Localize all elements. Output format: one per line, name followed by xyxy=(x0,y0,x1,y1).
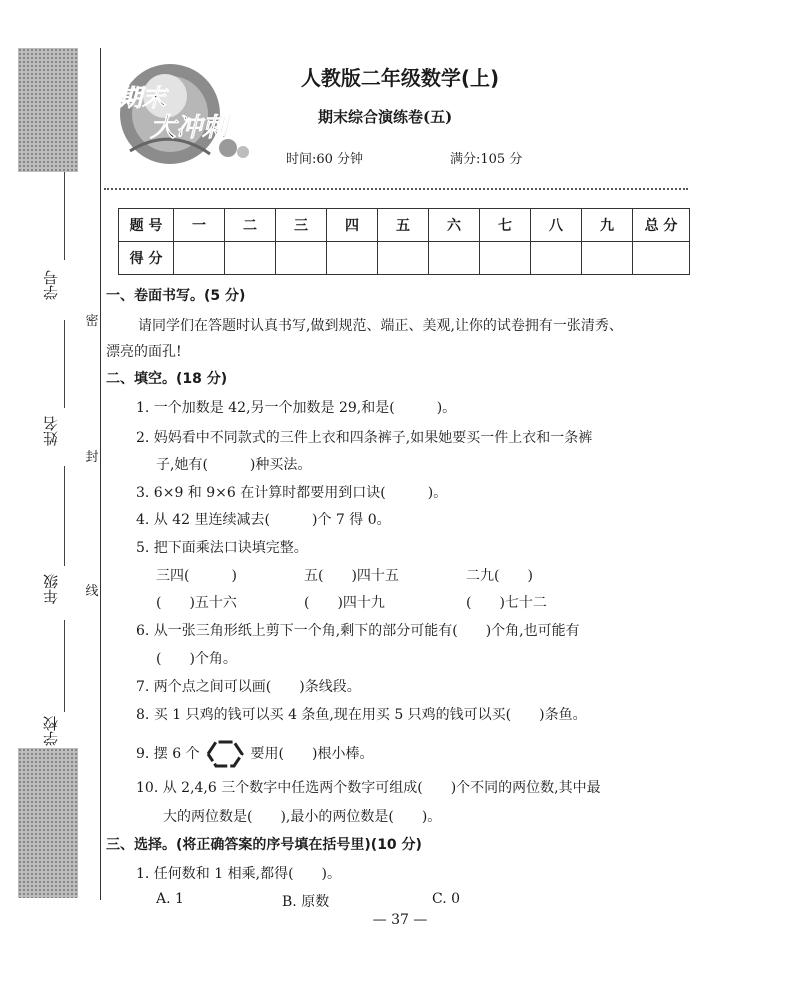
col-4: 四 xyxy=(327,209,378,242)
question-2-2b: 子,她有( )种买法。 xyxy=(156,457,312,473)
col-total: 总 分 xyxy=(633,209,690,242)
q5-item-2: 五( )四十五 xyxy=(304,568,399,584)
option-b: B. 原数 xyxy=(282,894,330,910)
page-title: 人教版二年级数学(上) xyxy=(300,66,500,90)
diamond-sticks-figure xyxy=(204,738,246,770)
question-2-9 xyxy=(136,738,373,770)
option-c: C. 0 xyxy=(432,891,461,907)
score-cell xyxy=(225,242,276,275)
page-number: — 37 — xyxy=(372,912,428,928)
student-id-line xyxy=(64,172,65,260)
school-label: 学校 xyxy=(42,716,60,746)
score-cell xyxy=(633,242,690,275)
row-head-number: 题 号 xyxy=(119,209,174,242)
dotted-divider xyxy=(104,188,688,190)
question-2-10a: 10. 从 2,4,6 三个数字中任选两个数字可组成( )个不同的两位数,其中最 xyxy=(136,780,601,796)
score-cell xyxy=(327,242,378,275)
svg-text:期末: 期末 xyxy=(118,84,166,112)
seal-word-xian: 线 xyxy=(85,584,99,599)
seal-word-mi: 密 xyxy=(85,314,99,329)
seal-word-feng: 封 xyxy=(85,450,99,465)
score-table-header-row xyxy=(119,209,690,242)
score-cell xyxy=(531,242,582,275)
q5-item-4: ( )五十六 xyxy=(156,595,237,611)
col-7: 七 xyxy=(480,209,531,242)
q5-item-6: ( )七十二 xyxy=(466,595,547,611)
score-cell xyxy=(429,242,480,275)
row-head-score: 得 分 xyxy=(119,242,174,275)
col-6: 六 xyxy=(429,209,480,242)
name-label: 姓名 xyxy=(42,416,60,446)
q5-item-1: 三四( ) xyxy=(156,568,237,584)
binding-pattern-bottom xyxy=(18,748,78,898)
col-3: 三 xyxy=(276,209,327,242)
section-one-heading: 一、卷面书写。(5 分) xyxy=(106,288,246,304)
col-1: 一 xyxy=(174,209,225,242)
q5-item-5: ( )四十九 xyxy=(304,595,385,611)
q5-item-3: 二九( ) xyxy=(466,568,533,584)
question-2-4: 4. 从 42 里连续减去( )个 7 得 0。 xyxy=(136,512,391,528)
svg-text:大冲刺: 大冲刺 xyxy=(150,113,229,143)
score-cell xyxy=(480,242,531,275)
col-5: 五 xyxy=(378,209,429,242)
question-2-8: 8. 买 1 只鸡的钱可以买 4 条鱼,现在用买 5 只鸡的钱可以买( )条鱼。 xyxy=(136,707,587,723)
question-2-3: 3. 6×9 和 9×6 在计算时都要用到口诀( )。 xyxy=(136,485,448,501)
question-2-5: 5. 把下面乘法口诀填完整。 xyxy=(136,540,308,556)
section-three-heading: 三、选择。(将正确答案的序号填在括号里)(10 分) xyxy=(106,837,422,853)
score-cell xyxy=(174,242,225,275)
grade-line xyxy=(64,466,65,566)
question-2-2a: 2. 妈妈看中不同款式的三件上衣和四条裤子,如果她要买一件上衣和一条裤 xyxy=(136,430,593,446)
question-2-1: 1. 一个加数是 42,另一个加数是 29,和是( )。 xyxy=(136,400,457,416)
score-table xyxy=(118,208,690,275)
school-line xyxy=(64,620,65,712)
name-line xyxy=(64,320,65,408)
question-2-7: 7. 两个点之间可以画( )条线段。 xyxy=(136,679,361,695)
score-cell xyxy=(378,242,429,275)
question-2-9-post: 要用( )根小棒。 xyxy=(250,746,374,762)
question-3-1: 1. 任何数和 1 相乘,都得( )。 xyxy=(136,866,341,882)
grade-label: 年级 xyxy=(42,574,60,604)
col-2: 二 xyxy=(225,209,276,242)
col-9: 九 xyxy=(582,209,633,242)
question-2-10b: 大的两位数是( ),最小的两位数是( )。 xyxy=(163,809,442,825)
score-cell xyxy=(276,242,327,275)
question-2-9-pre: 9. 摆 6 个 xyxy=(136,746,200,762)
full-score: 满分:105 分 xyxy=(450,152,523,167)
exam-time: 时间:60 分钟 xyxy=(286,152,364,167)
page-subtitle: 期末综合演练卷(五) xyxy=(318,108,453,126)
question-2-6a: 6. 从一张三角形纸上剪下一个角,剩下的部分可能有( )个角,也可能有 xyxy=(136,623,580,639)
seal-line xyxy=(100,48,101,900)
section-one-text-2: 漂亮的面孔! xyxy=(106,344,182,360)
col-8: 八 xyxy=(531,209,582,242)
question-2-6b: ( )个角。 xyxy=(156,651,237,667)
student-id-label: 学号 xyxy=(42,270,60,300)
score-cell xyxy=(582,242,633,275)
score-table-score-row xyxy=(119,242,690,275)
option-a: A. 1 xyxy=(156,891,184,907)
section-two-heading: 二、填空。(18 分) xyxy=(106,371,228,387)
section-one-text-1: 请同学们在答题时认真书写,做到规范、端正、美观,让你的试卷拥有一张清秀、 xyxy=(138,318,623,334)
